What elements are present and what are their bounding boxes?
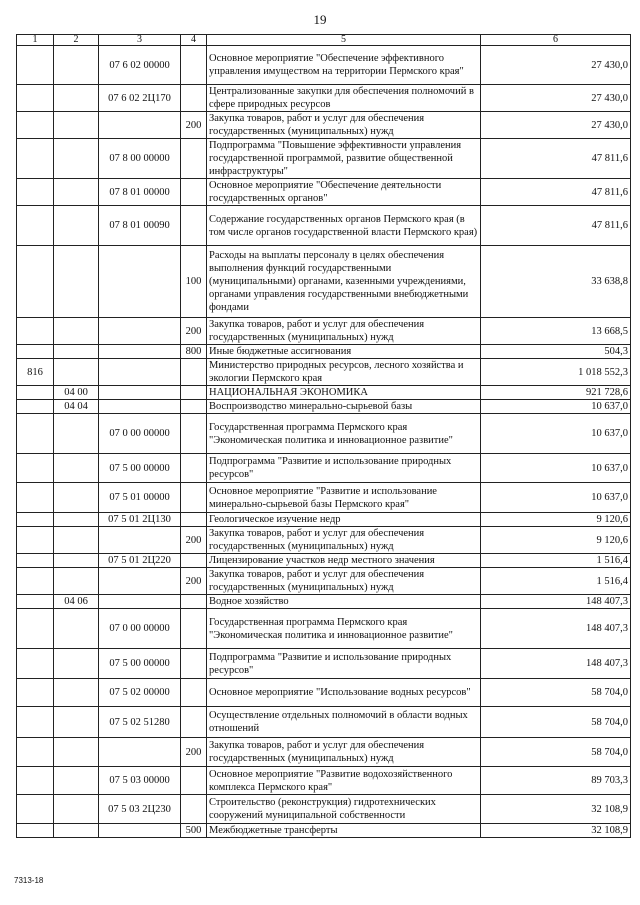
expense-type-cell — [181, 595, 207, 609]
page-number: 19 — [313, 12, 327, 27]
section-code-cell — [54, 345, 99, 359]
description-cell: Лицензирование участков недр местного значения — [207, 554, 481, 568]
section-code-cell — [54, 112, 99, 139]
column-header-2: 2 — [54, 35, 99, 46]
table-row — [17, 824, 631, 838]
amount-cell: 148 407,3 — [481, 649, 631, 679]
expense-type-cell — [181, 386, 207, 400]
department-code-cell — [17, 318, 54, 345]
amount-cell: 89 703,3 — [481, 767, 631, 795]
target-article-cell — [99, 568, 181, 595]
description-cell: Закупка товаров, работ и услуг для обеспечения государственных (муниципальных) нужд — [207, 318, 481, 345]
description-cell: Водное хозяйство — [207, 595, 481, 609]
table-row — [17, 609, 631, 649]
table-row — [17, 554, 631, 568]
department-code-cell — [17, 767, 54, 795]
target-article-cell: 07 5 00 00000 — [99, 454, 181, 483]
target-article-cell: 07 5 02 51280 — [99, 707, 181, 738]
description-cell: Основное мероприятие "Развитие водохозяйственного комплекса Пермского края" — [207, 767, 481, 795]
table-row — [17, 679, 631, 707]
expense-type-cell: 100 — [181, 246, 207, 318]
amount-cell: 47 811,6 — [481, 179, 631, 206]
table-row — [17, 46, 631, 85]
table-row — [17, 179, 631, 206]
expense-type-cell — [181, 46, 207, 85]
amount-cell: 10 637,0 — [481, 414, 631, 454]
table-row — [17, 454, 631, 483]
section-code-cell — [54, 483, 99, 513]
table-row — [17, 795, 631, 824]
target-article-cell — [99, 318, 181, 345]
expense-type-cell — [181, 767, 207, 795]
description-cell: Содержание государственных органов Пермского края (в том числе органов государственной власти Пермского края) — [207, 206, 481, 246]
description-cell: Закупка товаров, работ и услуг для обеспечения государственных (муниципальных) нужд — [207, 568, 481, 595]
target-article-cell — [99, 738, 181, 767]
description-cell: Подпрограмма "Повышение эффективности управления государственной программой, развитие общественной инфраструктуры" — [207, 139, 481, 179]
section-code-cell — [54, 414, 99, 454]
department-code-cell: 816 — [17, 359, 54, 386]
column-header-1: 1 — [17, 35, 54, 46]
section-code-cell — [54, 246, 99, 318]
department-code-cell — [17, 738, 54, 767]
table-row — [17, 246, 631, 318]
table-row — [17, 738, 631, 767]
section-code-cell: 04 04 — [54, 400, 99, 414]
target-article-cell: 07 5 01 2Ц130 — [99, 513, 181, 527]
amount-cell: 9 120,6 — [481, 513, 631, 527]
expense-type-cell — [181, 454, 207, 483]
amount-cell: 58 704,0 — [481, 679, 631, 707]
amount-cell: 32 108,9 — [481, 824, 631, 838]
table-row — [17, 345, 631, 359]
target-article-cell: 07 5 03 00000 — [99, 767, 181, 795]
expense-type-cell — [181, 414, 207, 454]
amount-cell: 58 704,0 — [481, 707, 631, 738]
expense-type-cell: 200 — [181, 318, 207, 345]
department-code-cell — [17, 483, 54, 513]
description-cell: Расходы на выплаты персоналу в целях обеспечения выполнения функций государственными (муниципальными) органами, казенными учреждениями, органами управления государственными внебюджетными фондами — [207, 246, 481, 318]
department-code-cell — [17, 595, 54, 609]
header-row — [17, 35, 631, 46]
section-code-cell — [54, 767, 99, 795]
expense-type-cell — [181, 649, 207, 679]
description-cell: Основное мероприятие "Обеспечение эффективного управления имуществом на территории Пермского края" — [207, 46, 481, 85]
amount-cell: 921 728,6 — [481, 386, 631, 400]
section-code-cell — [54, 707, 99, 738]
expense-type-cell — [181, 554, 207, 568]
table-row — [17, 386, 631, 400]
expense-type-cell — [181, 359, 207, 386]
expense-type-cell: 800 — [181, 345, 207, 359]
department-code-cell — [17, 246, 54, 318]
expense-type-cell — [181, 707, 207, 738]
expense-type-cell — [181, 139, 207, 179]
expense-type-cell: 200 — [181, 112, 207, 139]
expense-type-cell: 200 — [181, 738, 207, 767]
table-row — [17, 85, 631, 112]
section-code-cell — [54, 609, 99, 649]
expense-type-cell — [181, 795, 207, 824]
department-code-cell — [17, 179, 54, 206]
table-header — [17, 35, 631, 46]
department-code-cell — [17, 795, 54, 824]
section-code-cell — [54, 527, 99, 554]
amount-cell: 32 108,9 — [481, 795, 631, 824]
section-code-cell: 04 00 — [54, 386, 99, 400]
amount-cell: 10 637,0 — [481, 400, 631, 414]
department-code-cell — [17, 400, 54, 414]
target-article-cell — [99, 246, 181, 318]
department-code-cell — [17, 454, 54, 483]
department-code-cell — [17, 707, 54, 738]
target-article-cell — [99, 345, 181, 359]
section-code-cell — [54, 318, 99, 345]
table-row — [17, 112, 631, 139]
target-article-cell: 07 0 00 00000 — [99, 414, 181, 454]
expense-type-cell — [181, 179, 207, 206]
amount-cell: 9 120,6 — [481, 527, 631, 554]
amount-cell: 58 704,0 — [481, 738, 631, 767]
description-cell: Межбюджетные трансферты — [207, 824, 481, 838]
amount-cell: 148 407,3 — [481, 609, 631, 649]
amount-cell: 13 668,5 — [481, 318, 631, 345]
target-article-cell: 07 6 02 2Ц170 — [99, 85, 181, 112]
table-row — [17, 649, 631, 679]
description-cell: Иные бюджетные ассигнования — [207, 345, 481, 359]
document-code: 7313-18 — [14, 876, 44, 885]
amount-cell: 10 637,0 — [481, 454, 631, 483]
budget-table — [16, 34, 631, 838]
target-article-cell: 07 8 00 00000 — [99, 139, 181, 179]
column-header-4: 4 — [181, 35, 207, 46]
table-row — [17, 595, 631, 609]
department-code-cell — [17, 679, 54, 707]
section-code-cell: 04 06 — [54, 595, 99, 609]
target-article-cell: 07 5 03 2Ц230 — [99, 795, 181, 824]
section-code-cell — [54, 454, 99, 483]
expense-type-cell — [181, 609, 207, 649]
department-code-cell — [17, 206, 54, 246]
expense-type-cell — [181, 679, 207, 707]
amount-cell: 33 638,8 — [481, 246, 631, 318]
target-article-cell: 07 0 00 00000 — [99, 609, 181, 649]
description-cell: Основное мероприятие "Развитие и использование минерально-сырьевой базы Пермского края" — [207, 483, 481, 513]
section-code-cell — [54, 738, 99, 767]
amount-cell: 47 811,6 — [481, 139, 631, 179]
section-code-cell — [54, 46, 99, 85]
target-article-cell: 07 6 02 00000 — [99, 46, 181, 85]
amount-cell: 10 637,0 — [481, 483, 631, 513]
description-cell: НАЦИОНАЛЬНАЯ ЭКОНОМИКА — [207, 386, 481, 400]
description-cell: Подпрограмма "Развитие и использование природных ресурсов" — [207, 454, 481, 483]
department-code-cell — [17, 527, 54, 554]
section-code-cell — [54, 649, 99, 679]
department-code-cell — [17, 345, 54, 359]
section-code-cell — [54, 824, 99, 838]
table-row — [17, 414, 631, 454]
section-code-cell — [54, 679, 99, 707]
department-code-cell — [17, 649, 54, 679]
table-row — [17, 359, 631, 386]
column-header-3: 3 — [99, 35, 181, 46]
amount-cell: 1 516,4 — [481, 568, 631, 595]
table-row — [17, 568, 631, 595]
description-cell: Государственная программа Пермского края "Экономическая политика и инновационное развитие" — [207, 609, 481, 649]
amount-cell: 148 407,3 — [481, 595, 631, 609]
description-cell: Централизованные закупки для обеспечения полномочий в сфере природных ресурсов — [207, 85, 481, 112]
target-article-cell — [99, 112, 181, 139]
expense-type-cell — [181, 513, 207, 527]
expense-type-cell — [181, 85, 207, 112]
description-cell: Закупка товаров, работ и услуг для обеспечения государственных (муниципальных) нужд — [207, 738, 481, 767]
description-cell: Осуществление отдельных полномочий в области водных отношений — [207, 707, 481, 738]
expense-type-cell: 500 — [181, 824, 207, 838]
section-code-cell — [54, 85, 99, 112]
target-article-cell: 07 8 01 00090 — [99, 206, 181, 246]
column-header-5: 5 — [207, 35, 481, 46]
description-cell: Подпрограмма "Развитие и использование природных ресурсов" — [207, 649, 481, 679]
department-code-cell — [17, 139, 54, 179]
description-cell: Государственная программа Пермского края "Экономическая политика и инновационное развитие" — [207, 414, 481, 454]
target-article-cell — [99, 400, 181, 414]
department-code-cell — [17, 386, 54, 400]
table-row — [17, 206, 631, 246]
target-article-cell — [99, 359, 181, 386]
target-article-cell: 07 5 01 00000 — [99, 483, 181, 513]
section-code-cell — [54, 554, 99, 568]
section-code-cell — [54, 139, 99, 179]
description-cell: Строительство (реконструкция) гидротехнических сооружений муниципальной собственности — [207, 795, 481, 824]
target-article-cell: 07 5 00 00000 — [99, 649, 181, 679]
table-row — [17, 483, 631, 513]
department-code-cell — [17, 414, 54, 454]
amount-cell: 1 018 552,3 — [481, 359, 631, 386]
description-cell: Министерство природных ресурсов, лесного хозяйства и экологии Пермского края — [207, 359, 481, 386]
department-code-cell — [17, 609, 54, 649]
section-code-cell — [54, 179, 99, 206]
table-row — [17, 139, 631, 179]
section-code-cell — [54, 795, 99, 824]
description-cell: Воспроизводство минерально-сырьевой базы — [207, 400, 481, 414]
table-row — [17, 767, 631, 795]
department-code-cell — [17, 568, 54, 595]
expense-type-cell: 200 — [181, 527, 207, 554]
department-code-cell — [17, 46, 54, 85]
table-row — [17, 400, 631, 414]
expense-type-cell — [181, 483, 207, 513]
department-code-cell — [17, 554, 54, 568]
table-row — [17, 527, 631, 554]
section-code-cell — [54, 513, 99, 527]
table-row — [17, 513, 631, 527]
amount-cell: 47 811,6 — [481, 206, 631, 246]
section-code-cell — [54, 206, 99, 246]
target-article-cell: 07 8 01 00000 — [99, 179, 181, 206]
amount-cell: 1 516,4 — [481, 554, 631, 568]
table-body — [17, 46, 631, 838]
description-cell: Основное мероприятие "Обеспечение деятельности государственных органов" — [207, 179, 481, 206]
expense-type-cell — [181, 206, 207, 246]
target-article-cell — [99, 824, 181, 838]
description-cell: Основное мероприятие "Использование водных ресурсов" — [207, 679, 481, 707]
amount-cell: 27 430,0 — [481, 46, 631, 85]
expense-type-cell — [181, 400, 207, 414]
description-cell: Закупка товаров, работ и услуг для обеспечения государственных (муниципальных) нужд — [207, 112, 481, 139]
description-cell: Закупка товаров, работ и услуг для обеспечения государственных (муниципальных) нужд — [207, 527, 481, 554]
target-article-cell — [99, 595, 181, 609]
column-header-6: 6 — [481, 35, 631, 46]
department-code-cell — [17, 85, 54, 112]
section-code-cell — [54, 359, 99, 386]
department-code-cell — [17, 824, 54, 838]
table-row — [17, 318, 631, 345]
amount-cell: 27 430,0 — [481, 85, 631, 112]
department-code-cell — [17, 513, 54, 527]
target-article-cell — [99, 527, 181, 554]
expense-type-cell: 200 — [181, 568, 207, 595]
description-cell: Геологическое изучение недр — [207, 513, 481, 527]
amount-cell: 27 430,0 — [481, 112, 631, 139]
table-row — [17, 707, 631, 738]
section-code-cell — [54, 568, 99, 595]
target-article-cell: 07 5 01 2Ц220 — [99, 554, 181, 568]
amount-cell: 504,3 — [481, 345, 631, 359]
department-code-cell — [17, 112, 54, 139]
target-article-cell — [99, 386, 181, 400]
target-article-cell: 07 5 02 00000 — [99, 679, 181, 707]
